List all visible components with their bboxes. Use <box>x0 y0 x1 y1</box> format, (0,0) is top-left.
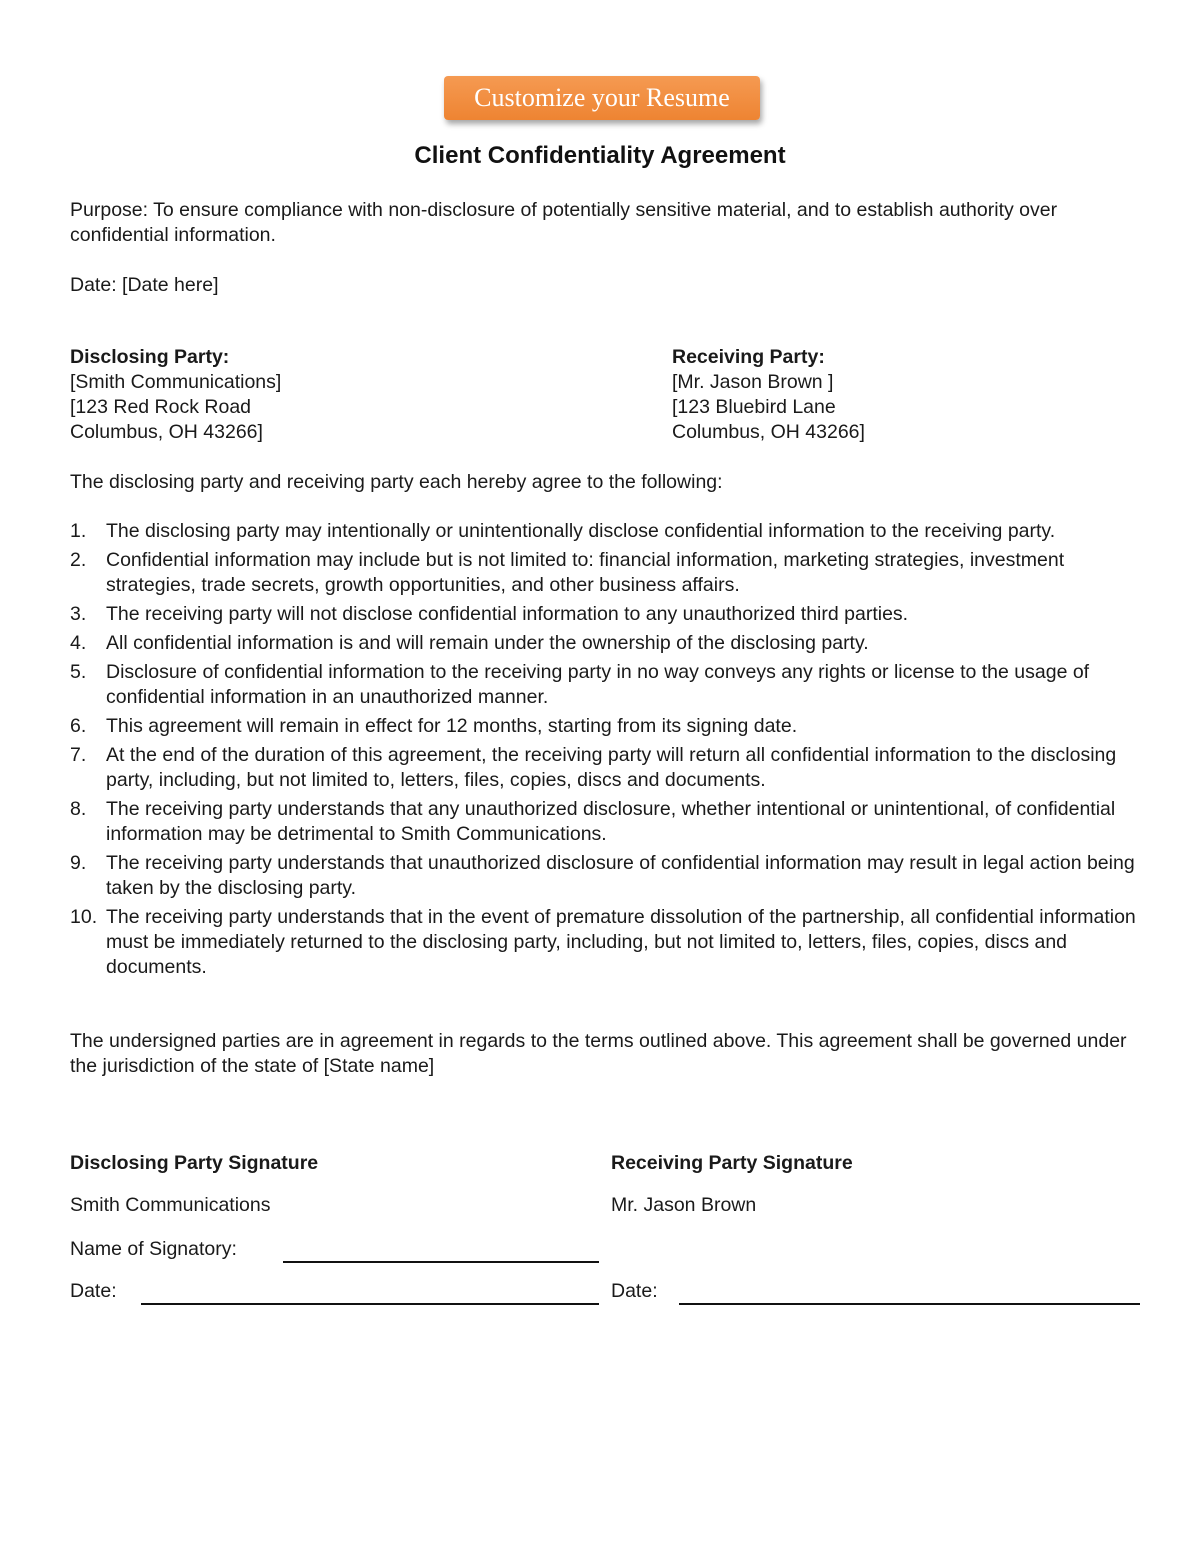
term-number: 10. <box>70 906 98 928</box>
term-item <box>70 851 1140 901</box>
disclosing-party-heading: Disclosing Party: <box>70 346 230 368</box>
term-item <box>70 660 1140 710</box>
term-item <box>70 631 1140 656</box>
disclosing-party-address1: [123 Red Rock Road <box>70 396 252 418</box>
receiving-date-label: Date: <box>611 1280 658 1302</box>
document-title: Client Confidentiality Agreement <box>414 142 786 169</box>
signatory-name-label: Name of Signatory: <box>70 1238 237 1260</box>
term-item <box>70 714 1140 739</box>
term-text: The receiving party understands that in the event of premature dissolution of the partnership, all confidential information must be immediately returned to the disclosing party, including, but not limited to, letters, files, copies, discs and documents. <box>106 906 1136 978</box>
term-text: The receiving party understands that any unauthorized disclosure, whether intentional or unintentional, of confidential information may be detrimental to Smith Communications. <box>106 798 1116 845</box>
signatory-name-line[interactable] <box>283 1261 599 1263</box>
receiving-date-line[interactable] <box>679 1303 1140 1305</box>
purpose-paragraph: Purpose: To ensure compliance with non-disclosure of potentially sensitive material, and to establish authority over confidential information. <box>70 199 1058 246</box>
receiving-party-heading: Receiving Party: <box>672 346 825 368</box>
term-item <box>70 602 1140 627</box>
disclosing-party-name: [Smith Communications] <box>70 371 282 393</box>
term-item <box>70 743 1140 793</box>
date-line: Date: [Date here] <box>70 274 219 296</box>
term-item <box>70 519 1140 544</box>
term-item <box>70 797 1140 847</box>
disclosing-party-address2: Columbus, OH 43266] <box>70 421 263 443</box>
term-number: 8. <box>70 798 87 820</box>
term-number: 9. <box>70 852 87 874</box>
disclosing-signature-heading: Disclosing Party Signature <box>70 1152 319 1174</box>
term-item <box>70 548 1140 598</box>
term-number: 3. <box>70 603 87 625</box>
term-text: This agreement will remain in effect for 12 months, starting from its signing date. <box>106 715 798 737</box>
receiving-signature-name: Mr. Jason Brown <box>611 1194 757 1216</box>
closing-paragraph: The undersigned parties are in agreement in regards to the terms outlined above. This agreement shall be governed under the jurisdiction of the state of [State name] <box>70 1030 1127 1077</box>
term-text: Confidential information may include but is not limited to: financial information, marketing strategies, investment strategies, trade secrets, growth opportunities, and other business affairs. <box>106 549 1065 596</box>
customize-resume-button[interactable]: Customize your Resume <box>444 76 760 120</box>
disclosing-date-line[interactable] <box>141 1303 599 1305</box>
term-number: 1. <box>70 520 87 542</box>
receiving-party-name: [Mr. Jason Brown ] <box>672 371 834 393</box>
term-text: The disclosing party may intentionally or unintentionally disclose confidential information to the receiving party. <box>106 520 1056 542</box>
receiving-party-address2: Columbus, OH 43266] <box>672 421 865 443</box>
term-text: All confidential information is and will remain under the ownership of the disclosing party. <box>106 632 869 654</box>
receiving-signature-heading: Receiving Party Signature <box>611 1152 853 1174</box>
term-item <box>70 905 1140 980</box>
term-number: 7. <box>70 744 87 766</box>
disclosing-party-block <box>70 345 281 445</box>
disclosing-date-label: Date: <box>70 1280 117 1302</box>
terms-list <box>70 519 1140 984</box>
term-text: Disclosure of confidential information to the receiving party in no way conveys any rights or license to the usage of confidential information in an unauthorized manner. <box>106 661 1090 708</box>
term-number: 2. <box>70 549 87 571</box>
term-number: 4. <box>70 632 87 654</box>
receiving-party-block <box>672 345 865 445</box>
receiving-party-address1: [123 Bluebird Lane <box>672 396 836 418</box>
term-number: 6. <box>70 715 87 737</box>
term-number: 5. <box>70 661 87 683</box>
disclosing-signature-name: Smith Communications <box>70 1194 271 1216</box>
term-text: The receiving party understands that unauthorized disclosure of confidential information may result in legal action being taken by the disclosing party. <box>106 852 1135 899</box>
term-text: At the end of the duration of this agreement, the receiving party will return all confidential information to the disclosing party, including, but not limited to, letters, files, copies, discs and documents. <box>106 744 1117 791</box>
terms-intro: The disclosing party and receiving party each hereby agree to the following: <box>70 471 723 493</box>
term-text: The receiving party will not disclose confidential information to any unauthorized third parties. <box>106 603 909 625</box>
